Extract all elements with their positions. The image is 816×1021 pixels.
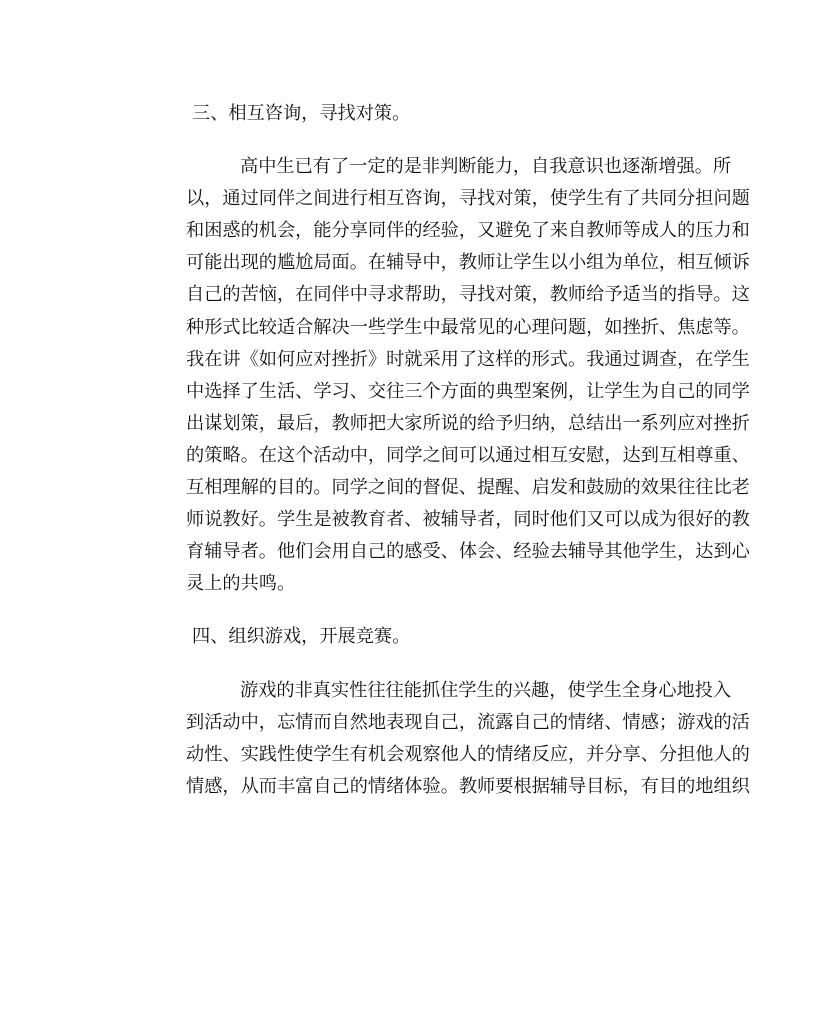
text-line: 我在讲《如何应对挫折》时就采用了这样的形式。我通过调查，在学生 (186, 348, 750, 370)
section-heading-4: 四、组织游戏，开展竞赛。 (192, 626, 411, 648)
text-line: 师说教好。学生是被教育者、被辅导者，同时他们又可以成为很好的教 (186, 509, 750, 531)
document-body (132, 98, 750, 803)
text-line: 育辅导者。他们会用自己的感受、体会、经验去辅导其他学生，达到心 (186, 541, 750, 563)
text-line: 和困惑的机会，能分享同伴的经验，又避免了来自教师等成人的压力和 (186, 220, 750, 242)
text-line: 中选择了生活、学习、交往三个方面的典型案例，让学生为自己的同学 (186, 380, 750, 402)
text-line: 自己的苦恼，在同伴中寻求帮助，寻找对策，教师给予适当的指导。这 (186, 284, 750, 306)
text-line: 动性、实践性使学生有机会观察他人的情绪反应，并分享、分担他人的 (186, 743, 750, 765)
text-line: 高中生已有了一定的是非判断能力，自我意识也逐渐增强。所 (240, 156, 732, 178)
text-line: 到活动中，忘情而自然地表现自己，流露自己的情绪、情感；游戏的活 (186, 711, 750, 733)
text-line: 出谋划策，最后，教师把大家所说的给予归纳，总结出一系列应对挫折 (186, 412, 750, 434)
text-line: 的策略。在这个活动中，同学之间可以通过相互安慰，达到互相尊重、 (186, 444, 750, 466)
text-line: 可能出现的尴尬局面。在辅导中，教师让学生以小组为单位，相互倾诉 (186, 252, 750, 274)
text-line: 游戏的非真实性往往能抓住学生的兴趣，使学生全身心地投入 (240, 679, 732, 701)
text-line: 情感，从而丰富自己的情绪体验。教师要根据辅导目标，有目的地组织 (186, 775, 750, 797)
text-line: 灵上的共鸣。 (186, 573, 296, 595)
paragraph-games-competition (132, 675, 750, 803)
text-line: 互相理解的目的。同学之间的督促、提醒、启发和鼓励的效果往往比老 (186, 477, 750, 499)
section-heading-3: 三、相互咨询，寻找对策。 (192, 103, 411, 124)
text-line: 以，通过同伴之间进行相互咨询，寻找对策，使学生有了共同分担问题 (186, 188, 750, 210)
text-line: 种形式比较适合解决一些学生中最常见的心理问题，如挫折、焦虑等。 (186, 316, 750, 338)
paragraph-peer-consultation (132, 151, 750, 600)
